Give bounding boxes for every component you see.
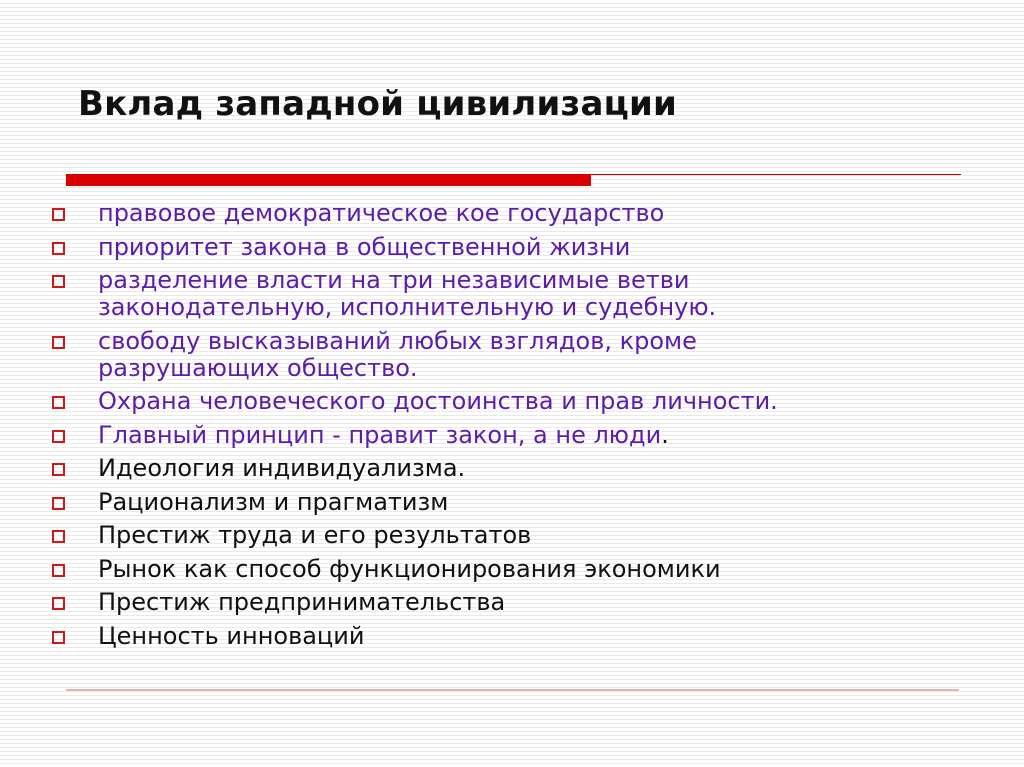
bullet-item: [50, 328, 970, 382]
title-underline-bar: [66, 174, 591, 186]
hollow-square-icon: [52, 275, 65, 288]
hollow-square-icon: [52, 564, 65, 577]
bullet-item: [50, 489, 970, 516]
bullet-item: [50, 623, 970, 650]
bullet-text: Ценность инноваций: [98, 621, 365, 650]
bullet-text-period: .: [661, 420, 669, 449]
bullet-text: Рационализм и прагматизм: [98, 487, 449, 516]
hollow-square-icon: [52, 597, 65, 610]
hollow-square-icon: [52, 631, 65, 644]
bottom-divider: [66, 689, 959, 691]
bullet-item: [50, 234, 970, 261]
slide-title: Вклад западной цивилизации: [78, 84, 678, 124]
bullet-text-continued: законодательную, исполнительную и судебную.: [98, 293, 717, 321]
bullet-text: свободу высказываний любых взглядов, кроме: [98, 326, 697, 355]
bullet-item: [50, 422, 970, 449]
bullet-text-wrapper: [98, 422, 970, 449]
bullet-text: правовое демократическое кое государство: [98, 199, 665, 227]
hollow-square-icon: [52, 208, 65, 221]
bullet-text: разделение власти на три независимые ветви: [98, 266, 690, 294]
bullet-item: [50, 589, 970, 616]
bullet-text: Охрана человеческого достоинства и прав личности.: [98, 387, 778, 415]
bullet-item: [50, 267, 970, 321]
hollow-square-icon: [52, 336, 65, 349]
bullet-text: Рынок как способ функционирования экономики: [98, 554, 721, 583]
bullet-item: [50, 556, 970, 583]
title-underline-thin-line: [591, 174, 961, 175]
hollow-square-icon: [52, 430, 65, 443]
bullet-text: Престиж предпринимательства: [98, 588, 506, 616]
bullet-item: [50, 200, 970, 227]
hollow-square-icon: [52, 497, 65, 510]
bullet-item: [50, 455, 970, 482]
bullet-list: [50, 200, 970, 656]
bullet-text: Престиж труда и его результатов: [98, 521, 532, 549]
hollow-square-icon: [52, 396, 65, 409]
bullet-item: [50, 388, 970, 415]
bullet-text: Главный принцип - правит закон, а не люди: [98, 420, 662, 449]
bullet-text-continued: разрушающих общество.: [98, 353, 418, 382]
hollow-square-icon: [52, 463, 65, 476]
bullet-text: Идеология индивидуализма.: [98, 454, 466, 482]
hollow-square-icon: [52, 530, 65, 543]
bullet-item: [50, 522, 970, 549]
bullet-text: приоритет закона в общественной жизни: [98, 232, 631, 261]
hollow-square-icon: [52, 242, 65, 255]
